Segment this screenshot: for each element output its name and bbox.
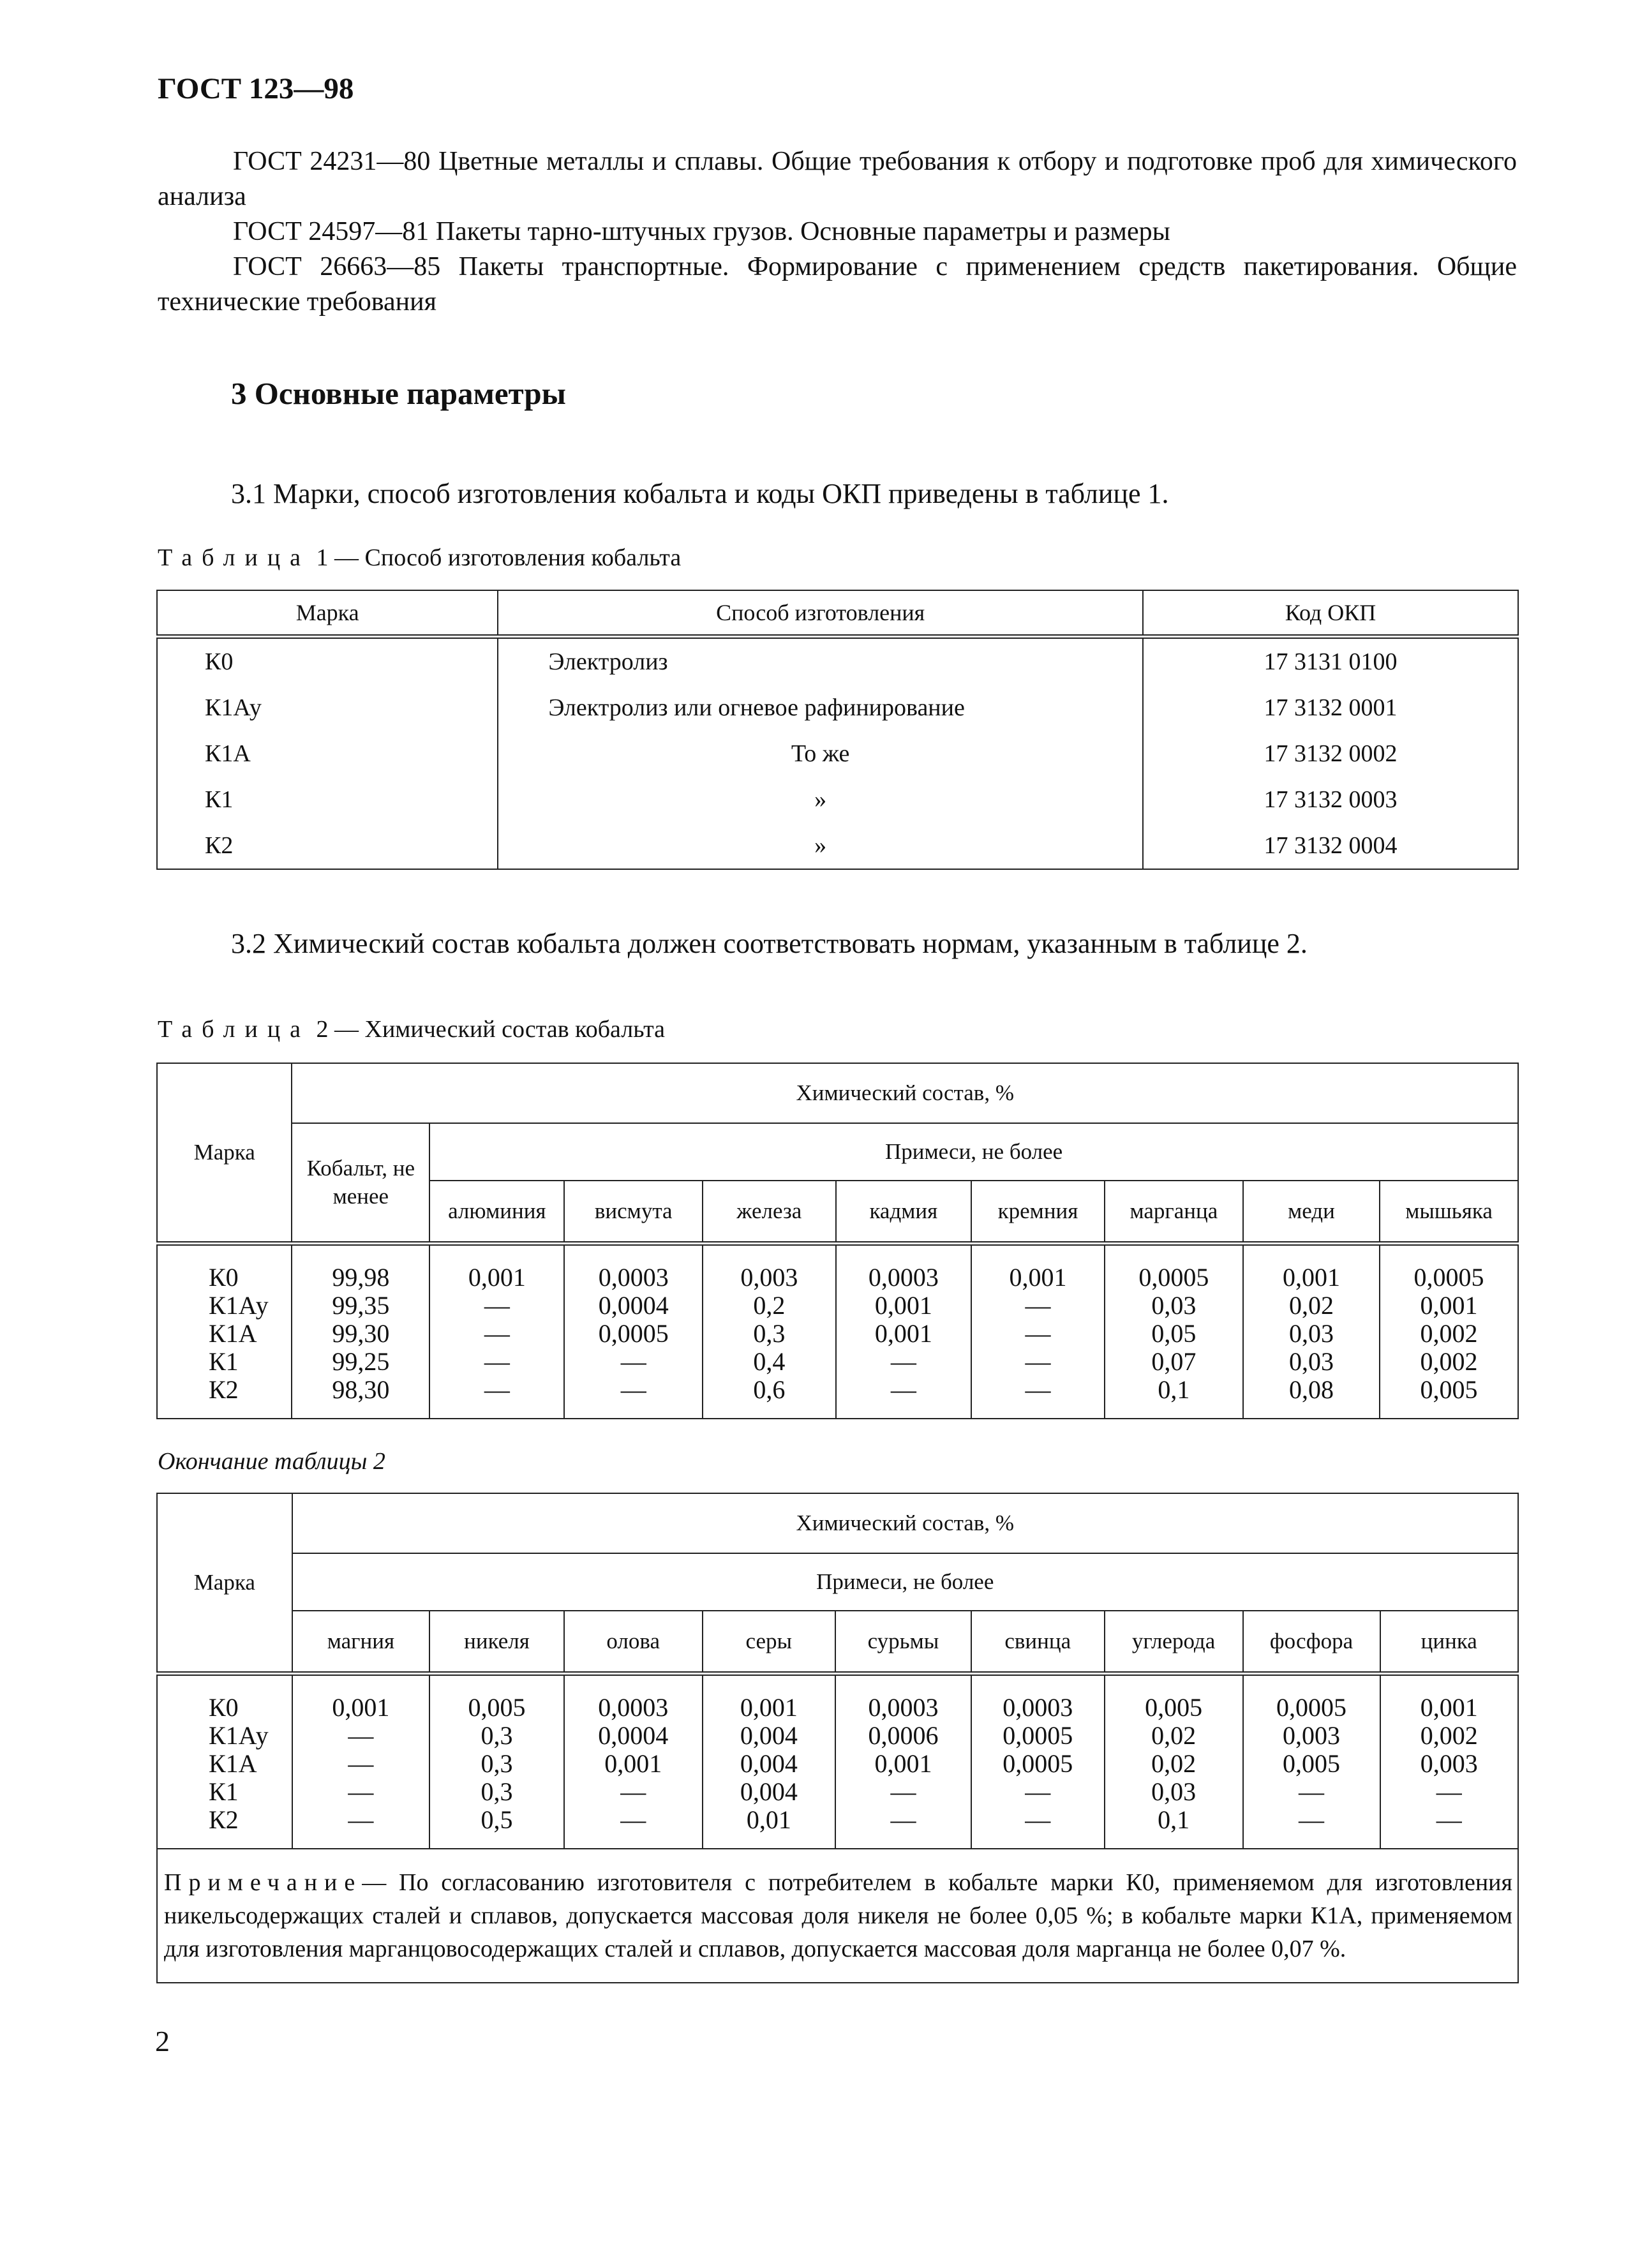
table-cell-value: — xyxy=(1299,1777,1325,1806)
table2-end-header-column: никеля xyxy=(429,1611,564,1674)
table2-value-column xyxy=(836,1244,972,1419)
table1-header-mark: Марка xyxy=(157,590,498,637)
table1-cell-code: 17 3131 0100 xyxy=(1143,637,1518,685)
table-cell-value: 0,0003 xyxy=(868,1693,939,1722)
table2-header-cobalt: Кобальт, не менее xyxy=(292,1123,429,1244)
table-cell-value: — xyxy=(1436,1805,1462,1834)
table2-value-column xyxy=(1380,1244,1518,1419)
table2-end-value-column xyxy=(1243,1674,1380,1849)
table2-value-column xyxy=(1243,1244,1380,1419)
table-cell-value: 98,30 xyxy=(332,1375,390,1404)
page-number: 2 xyxy=(155,2025,170,2057)
table2-value-column xyxy=(292,1244,429,1419)
table-2-end xyxy=(156,1493,1519,1983)
table2-end-note-row xyxy=(157,1849,1518,1983)
table1-cell-code: 17 3132 0002 xyxy=(1143,731,1518,777)
table-cell-value: 0,002 xyxy=(1420,1721,1478,1750)
table-row xyxy=(157,685,1518,731)
table1-cell-method: » xyxy=(498,823,1143,869)
table-cell-value: — xyxy=(620,1375,646,1404)
table2-end-value-column xyxy=(564,1674,703,1849)
table1-header-row xyxy=(157,590,1518,637)
table-cell-value: 0,003 xyxy=(740,1263,798,1292)
table-cell-value: — xyxy=(348,1749,374,1778)
table-cell-value: К1Ау xyxy=(209,1721,269,1750)
table2-end-value-column xyxy=(703,1674,836,1849)
table2-header-column: мышьяка xyxy=(1380,1181,1518,1244)
table-cell-value: — xyxy=(1299,1805,1325,1834)
table2-header-impurities: Примеси, не более xyxy=(429,1123,1518,1181)
table1-cell-mark: К1 xyxy=(157,777,498,823)
table2-value-column xyxy=(703,1244,836,1419)
table1-cell-mark: К0 xyxy=(157,637,498,685)
table-cell-value: 99,98 xyxy=(332,1263,390,1292)
table-cell-value: 0,0004 xyxy=(598,1721,669,1750)
table2-end-header-row-sub xyxy=(157,1553,1518,1611)
table2-end-value-column xyxy=(292,1674,430,1849)
table-cell-value: К0 xyxy=(209,1263,239,1292)
table-cell-value: 0,0006 xyxy=(868,1721,939,1750)
table1-cell-mark: К2 xyxy=(157,823,498,869)
table2-end-header-column: углерода xyxy=(1105,1611,1243,1674)
table-cell-value: — xyxy=(348,1805,374,1834)
table1-cell-method: Электролиз или огневое рафинирование xyxy=(498,685,1143,731)
table-cell-value: 0,001 xyxy=(332,1693,390,1722)
table-cell-value: 0,001 xyxy=(874,1319,932,1348)
table-cell-value: — xyxy=(484,1319,510,1348)
table-row xyxy=(157,637,1518,685)
table-cell-value: 0,002 xyxy=(1420,1347,1478,1376)
table-cell-value: 0,3 xyxy=(481,1721,513,1750)
table-cell-value: 0,002 xyxy=(1420,1319,1478,1348)
table-cell-value: 0,0003 xyxy=(1003,1693,1073,1722)
table2-caption-text: 2 — Химический состав кобальта xyxy=(316,1016,666,1043)
table2-end-header-row-group xyxy=(157,1493,1518,1553)
table-cell-value: 0,3 xyxy=(753,1319,786,1348)
table-cell-value: 0,001 xyxy=(468,1263,526,1292)
table2-end-value-column xyxy=(1105,1674,1243,1849)
table-cell-value: — xyxy=(620,1777,646,1806)
table1-header-method: Способ изготовления xyxy=(498,590,1143,637)
reference-item: ГОСТ 26663—85 Пакеты транспортные. Формирование с применением средств пакетирования. Общие технические требования xyxy=(158,252,1517,317)
table2-end-header-column: свинца xyxy=(971,1611,1105,1674)
table-cell-value: 0,03 xyxy=(1151,1777,1197,1806)
note-text: — По согласованию изготовителя с потребителем в кобальте марки К0, применяемом для изготовления никельсодержащих сталей и сплавов, допускается массовая доля никеля не более 0,05 %; в кобальте марки К1А, применяемом для изготовления марганцовосодержащих сталей и сплавов, допускается массовая доля марганца не более 0,07 %. xyxy=(164,1869,1512,1962)
table2-end-header-group: Химический состав, % xyxy=(292,1493,1518,1553)
table2-value-column xyxy=(429,1244,564,1419)
table2-caption-word: Таблица xyxy=(158,1016,311,1043)
table2-header-column: марганца xyxy=(1105,1181,1243,1244)
table-cell-value: 0,0004 xyxy=(598,1291,669,1320)
table-cell-value: — xyxy=(620,1805,646,1834)
table-1 xyxy=(156,590,1519,870)
table-cell-value: 0,05 xyxy=(1151,1319,1197,1348)
table-cell-value: 99,30 xyxy=(332,1319,390,1348)
table-cell-value: 0,0005 xyxy=(1138,1263,1209,1292)
table-cell-value: 0,003 xyxy=(1420,1749,1478,1778)
document-header: ГОСТ 123—98 xyxy=(158,72,354,105)
table-cell-value: 0,5 xyxy=(481,1805,513,1834)
table-cell-value: 0,005 xyxy=(1420,1375,1478,1404)
table-cell-value: — xyxy=(1025,1347,1051,1376)
table-cell-value: — xyxy=(1025,1777,1051,1806)
table2-end-value-column xyxy=(835,1674,971,1849)
table-cell-value: 0,4 xyxy=(753,1347,786,1376)
table-cell-value: — xyxy=(484,1347,510,1376)
table-cell-value: 0,001 xyxy=(1420,1693,1478,1722)
table-cell-value: 0,004 xyxy=(740,1721,798,1750)
table-2 xyxy=(156,1063,1519,1419)
table1-caption-word: Таблица xyxy=(158,544,311,571)
table-row xyxy=(157,731,1518,777)
table2-header-column: железа xyxy=(703,1181,836,1244)
table2-caption xyxy=(158,1015,665,1043)
table1-cell-mark: К1Ау xyxy=(157,685,498,731)
table1-caption-text: 1 — Способ изготовления кобальта xyxy=(316,544,682,571)
table-cell-value: 0,001 xyxy=(740,1693,798,1722)
table-cell-value: 0,004 xyxy=(740,1777,798,1806)
table2-end-value-column xyxy=(971,1674,1105,1849)
table2-end-header-column: магния xyxy=(292,1611,430,1674)
table2-header-column: алюминия xyxy=(429,1181,564,1244)
table1-cell-mark: К1А xyxy=(157,731,498,777)
table2-header-column: кремния xyxy=(971,1181,1105,1244)
table-cell-value: 0,1 xyxy=(1158,1805,1190,1834)
table-cell-value: 0,0003 xyxy=(868,1263,939,1292)
table1-header-code: Код ОКП xyxy=(1143,590,1518,637)
normative-references xyxy=(158,144,1517,320)
table-cell-value: 0,03 xyxy=(1288,1319,1334,1348)
table2-end-header-row-columns xyxy=(157,1611,1518,1674)
table2-end-header-column: олова xyxy=(564,1611,703,1674)
table-cell-value: К1А xyxy=(209,1319,257,1348)
reference-item: ГОСТ 24231—80 Цветные металлы и сплавы. Общие требования к отбору и подготовке проб для химического анализа xyxy=(158,147,1517,211)
table-cell-value: 0,001 xyxy=(604,1749,662,1778)
table-cell-value: 0,2 xyxy=(753,1291,786,1320)
table-cell-value: 0,0005 xyxy=(1413,1263,1484,1292)
table-row xyxy=(157,823,1518,869)
table-cell-value: 0,005 xyxy=(1283,1749,1341,1778)
table-cell-value: 0,003 xyxy=(1283,1721,1341,1750)
table-cell-value: 0,0005 xyxy=(1276,1693,1347,1722)
table-cell-value: — xyxy=(890,1805,916,1834)
table-cell-value: — xyxy=(348,1777,374,1806)
table-cell-value: — xyxy=(890,1375,916,1404)
table2-end-marks-column xyxy=(157,1674,292,1849)
table-cell-value: — xyxy=(890,1347,916,1376)
table-cell-value: — xyxy=(620,1347,646,1376)
table-cell-value: — xyxy=(484,1375,510,1404)
table-cell-value: 0,03 xyxy=(1151,1291,1197,1320)
table-cell-value: 0,0005 xyxy=(1003,1749,1073,1778)
table-cell-value: 0,6 xyxy=(753,1375,786,1404)
table-cell-value: 0,0005 xyxy=(598,1319,669,1348)
table-cell-value: 0,001 xyxy=(1282,1263,1340,1292)
table-cell-value: К2 xyxy=(209,1805,239,1834)
table2-end-header-mark: Марка xyxy=(157,1493,292,1674)
table1-cell-code: 17 3132 0003 xyxy=(1143,777,1518,823)
table1-cell-method: То же xyxy=(498,731,1143,777)
table2-end-header-column: цинка xyxy=(1380,1611,1519,1674)
section-title: 3 Основные параметры xyxy=(231,376,566,411)
table-cell-value: 0,001 xyxy=(1009,1263,1067,1292)
table-cell-value: — xyxy=(484,1291,510,1320)
table-cell-value: 0,3 xyxy=(481,1749,513,1778)
table2-end-header-column: серы xyxy=(703,1611,836,1674)
table1-cell-method: Электролиз xyxy=(498,637,1143,685)
reference-item: ГОСТ 24597—81 Пакеты тарно-штучных грузов. Основные параметры и размеры xyxy=(233,217,1170,246)
table-cell-value: 0,02 xyxy=(1151,1749,1197,1778)
table-cell-value: 0,005 xyxy=(1145,1693,1203,1722)
table-cell-value: 0,02 xyxy=(1288,1291,1334,1320)
table-cell-value: 0,3 xyxy=(481,1777,513,1806)
table-cell-value: — xyxy=(1025,1805,1051,1834)
table-cell-value: 0,07 xyxy=(1151,1347,1197,1376)
table-cell-value: — xyxy=(1025,1375,1051,1404)
table2-value-column xyxy=(1105,1244,1243,1419)
table-cell-value: К1А xyxy=(209,1749,257,1778)
table2-end-header-impurities: Примеси, не более xyxy=(292,1553,1518,1611)
table-cell-value: К1Ау xyxy=(209,1291,269,1320)
table-cell-value: 0,1 xyxy=(1158,1375,1190,1404)
table-cell-value: — xyxy=(890,1777,916,1806)
table-cell-value: 0,02 xyxy=(1151,1721,1197,1750)
table2-end-body-row xyxy=(157,1674,1518,1849)
table-cell-value: — xyxy=(1436,1777,1462,1806)
table2-end-header-column: фосфора xyxy=(1243,1611,1380,1674)
table-row xyxy=(157,777,1518,823)
table2-header-column: меди xyxy=(1243,1181,1380,1244)
table2-header-row-group xyxy=(157,1063,1518,1123)
table-cell-value: 99,25 xyxy=(332,1347,390,1376)
table2-body-row xyxy=(157,1244,1518,1419)
table2-header-column: висмута xyxy=(564,1181,703,1244)
table-cell-value: К1 xyxy=(209,1777,239,1806)
table-cell-value: — xyxy=(348,1721,374,1750)
table-cell-value: 0,0003 xyxy=(598,1263,669,1292)
paragraph-3-1: 3.1 Марки, способ изготовления кобальта и коды ОКП приведены в таблице 1. xyxy=(231,478,1169,509)
table-cell-value: — xyxy=(1025,1319,1051,1348)
table2-value-column xyxy=(564,1244,703,1419)
table1-cell-method: » xyxy=(498,777,1143,823)
table1-cell-code: 17 3132 0001 xyxy=(1143,685,1518,731)
table-cell-value: К0 xyxy=(209,1693,239,1722)
table2-end-value-column xyxy=(1380,1674,1519,1849)
table-cell-value: 0,004 xyxy=(740,1749,798,1778)
table-cell-value: 0,005 xyxy=(468,1693,526,1722)
table2-header-row-sub xyxy=(157,1123,1518,1181)
table-cell-value: 0,0005 xyxy=(1003,1721,1073,1750)
paragraph-3-2: 3.2 Химический состав кобальта должен соответствовать нормам, указанным в таблице 2. xyxy=(231,928,1308,959)
table-cell-value: 0,01 xyxy=(746,1805,791,1834)
table2-value-column xyxy=(971,1244,1105,1419)
table-cell-value: 99,35 xyxy=(332,1291,390,1320)
table1-cell-code: 17 3132 0004 xyxy=(1143,823,1518,869)
table2-header-group: Химический состав, % xyxy=(292,1063,1518,1123)
table2-end-value-column xyxy=(429,1674,564,1849)
table-cell-value: 0,001 xyxy=(1420,1291,1478,1320)
table2-header-column: кадмия xyxy=(836,1181,972,1244)
table2-note xyxy=(157,1849,1518,1983)
table-cell-value: К2 xyxy=(209,1375,239,1404)
table-cell-value: 0,03 xyxy=(1288,1347,1334,1376)
table-cell-value: 0,0003 xyxy=(598,1693,669,1722)
table-cell-value: 0,08 xyxy=(1288,1375,1334,1404)
table2-header-mark: Марка xyxy=(157,1063,292,1244)
table-cell-value: 0,001 xyxy=(874,1749,932,1778)
table2-end-caption: Окончание таблицы 2 xyxy=(158,1448,385,1475)
table1-caption xyxy=(158,544,681,572)
table2-end-header-column: сурьмы xyxy=(835,1611,971,1674)
note-label: Примечание xyxy=(164,1869,362,1896)
table-cell-value: — xyxy=(1025,1291,1051,1320)
table-cell-value: К1 xyxy=(209,1347,239,1376)
table-cell-value: 0,001 xyxy=(874,1291,932,1320)
table2-marks-column xyxy=(157,1244,292,1419)
